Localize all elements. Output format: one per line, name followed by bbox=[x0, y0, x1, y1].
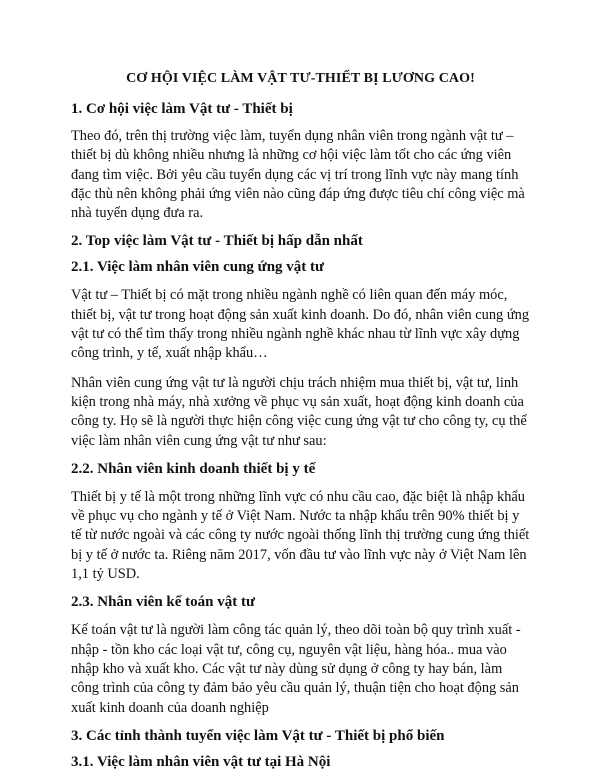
section-heading-2: 2. Top việc làm Vật tư - Thiết bị hấp dẫn nhất bbox=[71, 233, 363, 250]
section-heading-1: 1. Cơ hội việc làm Vật tư - Thiết bị bbox=[71, 101, 293, 117]
section-2-1-paragraph-2: Nhân viên cung ứng vật tư là người chịu trách nhiệm mua thiết bị, vật tư, linh kiện trong nhà máy, nhà xưởng về phục vụ sản xuất, hoạt động kinh doanh của công ty. Họ sẽ là người thực hiện công việc cung ứng vật tư cho công ty, cụ thể việc làm nhân viên cung ứng vật tư như sau: bbox=[71, 374, 527, 449]
document-title: CƠ HỘI VIỆC LÀM VẬT TƯ-THIẾT BỊ LƯƠNG CAO! bbox=[126, 71, 475, 86]
section-2-1-paragraph-1: Vật tư – Thiết bị có mặt trong nhiều ngành nghề có liên quan đến máy móc, thiết bị, vật tư trong hoạt động sản xuất kinh doanh. Do đó, nhân viên cung ứng vật tư có thể tìm thấy trong nhiều ngành nghề khác nhau từ lĩnh vực xây dựng công trình, y tế, xuất nhập khẩu… bbox=[71, 287, 530, 362]
section-2-3-paragraph: Kế toán vật tư là người làm công tác quản lý, theo dõi toàn bộ quy trình xuất - nhập - tồn kho các loại vật tư, công cụ, nguyên vật liệu, hàng hóa.. mua vào nhập kho và xuất kho. Các vật tư này dùng sử dụng ở công ty hay bán, làm công trình của công ty đảm bảo yêu cầu quản lý, thuận tiện cho hoạt động sản xuất kinh doanh của doanh nghiệp bbox=[71, 622, 521, 716]
section-heading-3-1: 3.1. Việc làm nhân viên vật tư tại Hà Nội bbox=[71, 753, 331, 770]
section-heading-2-3: 2.3. Nhân viên kế toán vật tư bbox=[71, 594, 256, 611]
section-heading-2-2: 2.2. Nhân viên kinh doanh thiết bị y tế bbox=[71, 460, 316, 477]
section-heading-2-1: 2.1. Việc làm nhân viên cung ứng vật tư bbox=[71, 259, 325, 276]
section-2-2-paragraph: Thiết bị y tế là một trong những lĩnh vực có nhu cầu cao, đặc biệt là nhập khẩu về phục vụ cho ngành y tế ở Việt Nam. Nước ta nhập khẩu trên 90% thiết bị y tế từ nước ngoài và các công ty nước ngoài thống lĩnh thị trường cung ứng thiết bị y tế ở nước ta. Riêng năm 2017, vốn đầu tư vào lĩnh vực này ở Việt Nam lên 1,1 tỷ USD. bbox=[71, 488, 530, 583]
section-heading-3: 3. Các tỉnh thành tuyển việc làm Vật tư - Thiết bị phổ biến bbox=[71, 727, 445, 744]
section-1-paragraph: Theo đó, trên thị trường việc làm, tuyển dụng nhân viên trong ngành vật tư – thiết bị dù không nhiều nhưng là những cơ hội việc làm tốt cho các ứng viên đang tìm việc. Bởi yêu cầu tuyển dụng các vị trí trong lĩnh vực này mang tính đặc thù nên không phải ứng viên nào cũng đáp ứng được tiêu chí công việc mà nhà tuyển dụng đưa ra. bbox=[71, 128, 525, 222]
